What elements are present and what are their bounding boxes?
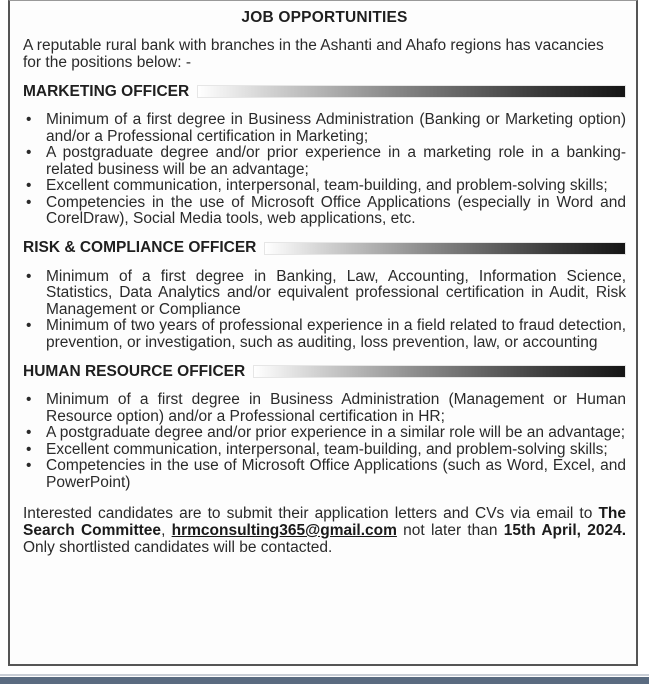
gradient-divider — [197, 85, 626, 98]
section-title: RISK & COMPLIANCE OFFICER — [23, 239, 257, 256]
section-header-risk-compliance-officer — [23, 240, 626, 257]
requirements-list-marketing-officer — [23, 112, 626, 228]
list-item: • A postgraduate degree and/or prior experience in a similar role will be an advantage; — [26, 424, 626, 441]
page-edge-line — [0, 674, 649, 676]
bullet-icon: • — [26, 111, 32, 128]
section-title: HUMAN RESOURCE OFFICER — [23, 362, 246, 380]
list-item: • A postgraduate degree and/or prior experience in a marketing role in a banking-related business will be an advantage; — [26, 144, 626, 178]
list-item: • Minimum of two years of professional experience in a field related to fraud detection, prevention, or investigation, such as auditing, loss prevention, law, or accounting — [26, 317, 626, 351]
section-title: MARKETING OFFICER — [23, 82, 190, 100]
bullet-icon: • — [26, 267, 32, 285]
bullet-icon: • — [26, 440, 32, 458]
bullet-icon: • — [26, 317, 32, 334]
list-item: • Competencies in the use of Microsoft Office Applications (especially in Word and CorelDraw), Social Media tools, web applications, etc. — [26, 193, 626, 227]
intro-paragraph: A reputable rural bank with branches in the Ashanti and Ahafo regions has vacancies for the positions below: - — [23, 37, 604, 71]
requirements-list-risk-compliance-officer — [23, 269, 626, 352]
list-item: • Minimum of a first degree in Business Administration (Management or Human Resource option) and/or a Professional certification in HR; — [26, 391, 626, 425]
requirements-list-human-resource-officer — [23, 392, 626, 491]
list-item: • Excellent communication, interpersonal, team-building, and problem-solving skills; — [26, 177, 608, 194]
bullet-icon: • — [26, 391, 32, 408]
section-header-marketing-officer — [23, 83, 626, 100]
bullet-icon: • — [26, 193, 32, 211]
gradient-divider — [264, 242, 626, 255]
closing-paragraph: Interested candidates are to submit their application letters and CVs via email to The Search Committee, hrmconsulting365@gmail.com not later than 15th April, 2024. Only shortlisted candidates will be contacted. — [23, 505, 626, 556]
section-header-human-resource-officer — [23, 363, 626, 380]
bullet-icon: • — [26, 424, 32, 441]
list-item: • Minimum of a first degree in Business Administration (Banking or Marketing option) and/or a Professional certification in Marketing; — [26, 111, 626, 145]
list-item: • Excellent communication, interpersonal, team-building, and problem-solving skills; — [26, 440, 608, 458]
bullet-icon: • — [26, 457, 32, 474]
gradient-divider — [253, 365, 626, 378]
page-title: JOB OPPORTUNITIES — [241, 9, 408, 26]
deadline-date: 15th April, 2024. — [503, 522, 626, 539]
list-item: • Competencies in the use of Microsoft Office Applications (such as Word, Excel, and PowerPoint) — [26, 457, 626, 491]
bullet-icon: • — [26, 144, 32, 161]
job-advert-frame — [8, 0, 638, 666]
page-edge-strip — [0, 677, 649, 684]
list-item: • Minimum of a first degree in Banking, Law, Accounting, Information Science, Statistics, Data Analytics and/or equivalent professional certification in Audit, Risk Management or Compliance — [26, 267, 626, 318]
recipient-name: The Search Committee — [23, 505, 626, 539]
bullet-icon: • — [26, 177, 32, 194]
email-link[interactable]: hrmconsulting365@gmail.com — [171, 522, 397, 539]
